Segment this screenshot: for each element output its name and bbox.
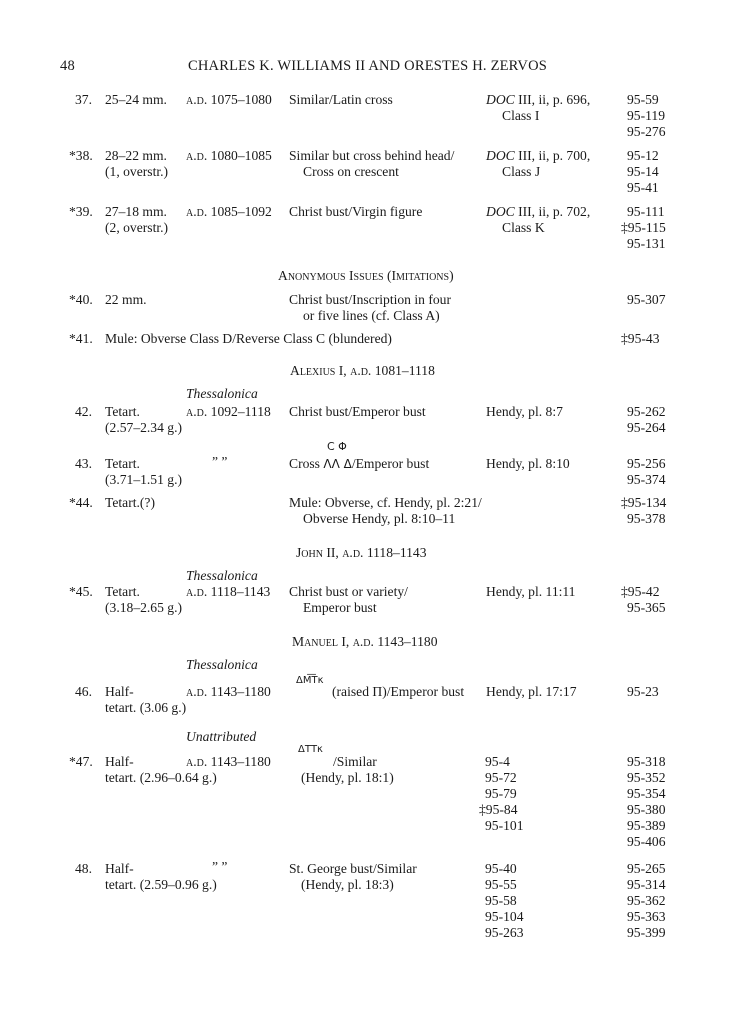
- inventory-number: 95-307: [627, 292, 666, 307]
- entry-number: 43.: [75, 456, 92, 471]
- inventory-number: 95-40: [485, 861, 517, 876]
- era-label: a.d.: [186, 148, 208, 163]
- inventory-number: ‡95-42: [621, 584, 660, 599]
- entry-size: 27–18 mm.: [105, 204, 167, 219]
- section-heading-john: John II, a.d. 1118–1143: [296, 545, 427, 560]
- entry-number: 42.: [75, 404, 92, 419]
- entry-date: 1075–1080: [210, 92, 272, 107]
- entry-description: Similar but cross behind head/: [289, 148, 455, 163]
- inventory-number: ‡95-43: [621, 331, 660, 346]
- entry-size: 25–24 mm.: [105, 92, 167, 107]
- inventory-number: 95-365: [627, 600, 666, 615]
- entry-size: 28–22 mm.: [105, 148, 167, 163]
- inventory-number: 95-262: [627, 404, 666, 419]
- era-label: a.d.: [186, 92, 208, 107]
- entry-description: Cross: [289, 456, 324, 471]
- entry-description-cont: Emperor bust: [303, 600, 377, 615]
- entry-description: (raised Π)/Emperor bust: [332, 684, 465, 699]
- entry-denomination: Tetart.: [105, 456, 140, 471]
- cross-symbols: ΛΛ Δ: [323, 457, 352, 471]
- inventory-number: 95-352: [627, 770, 666, 785]
- entry-description: Similar/Latin cross: [289, 92, 393, 107]
- inventory-number: 95-119: [627, 108, 666, 123]
- inventory-number: 95-374: [627, 472, 666, 487]
- doc-ref: DOC: [486, 92, 515, 107]
- inventory-number: 95-265: [627, 861, 666, 876]
- doc-ref: DOC: [486, 204, 515, 219]
- inventory-number: 95-101: [485, 818, 524, 833]
- running-title: CHARLES K. WILLIAMS II AND ORESTES H. ZERVOS: [188, 58, 548, 74]
- entry-note: (1, overstr.): [105, 164, 169, 179]
- entry-description-cont: Obverse Hendy, pl. 8:10–11: [303, 511, 456, 526]
- section-heading-anonymous: Anonymous Issues (Imitations): [278, 268, 454, 283]
- era-label: a.d.: [186, 754, 208, 769]
- inventory-number: 95-59: [627, 92, 659, 107]
- inventory-number: 95-111: [627, 204, 665, 219]
- doc-class: Class K: [502, 220, 545, 235]
- inventory-number: 95-79: [485, 786, 517, 801]
- inventory-number: 95-354: [627, 786, 666, 801]
- entry-description: Christ bust/Emperor bust: [289, 404, 426, 419]
- entry-date: 1143–1180: [210, 684, 271, 699]
- entry-number: *44.: [69, 495, 93, 510]
- entry-number: 37.: [75, 92, 92, 107]
- era-label: a.d.: [186, 204, 208, 219]
- ditto-marks: ” ”: [212, 859, 228, 874]
- entry-number: *39.: [69, 204, 93, 219]
- cross-field-letters: C Φ: [327, 440, 347, 453]
- mint-label: Thessalonica: [186, 657, 258, 672]
- entry-number: *45.: [69, 584, 93, 599]
- entry-description: Mule: Obverse Class D/Reverse Class C (blundered): [105, 331, 392, 346]
- entry-weight: tetart. (3.06 g.): [105, 700, 187, 715]
- monogram-symbol: ΔΤΤκ: [298, 744, 323, 755]
- entry-description: /Similar: [333, 754, 377, 769]
- entry-weight: (3.18–2.65 g.): [105, 600, 183, 615]
- inventory-number: 95-362: [627, 893, 666, 908]
- hendy-ref: Hendy, pl. 17:17: [486, 684, 577, 699]
- entry-date: 1092–1118: [210, 404, 271, 419]
- entry-weight: tetart. (2.59–0.96 g.): [105, 877, 217, 892]
- inventory-number: 95-72: [485, 770, 517, 785]
- doc-ref-detail: III, ii, p. 700,: [514, 148, 591, 163]
- entry-description-cont: (Hendy, pl. 18:3): [301, 877, 394, 892]
- doc-class: Class J: [502, 164, 541, 179]
- inventory-number: 95-389: [627, 818, 666, 833]
- section-heading-manuel: Manuel I, a.d. 1143–1180: [292, 634, 438, 649]
- inventory-number: 95-41: [627, 180, 659, 195]
- inventory-number: 95-406: [627, 834, 666, 849]
- entry-description: St. George bust/Similar: [289, 861, 417, 876]
- era-label: a.d.: [186, 404, 208, 419]
- entry-size: 22 mm.: [105, 292, 147, 307]
- entry-denomination: Tetart.: [105, 584, 140, 599]
- inventory-number: 95-55: [485, 877, 517, 892]
- entry-weight: (2.57–2.34 g.): [105, 420, 183, 435]
- doc-class: Class I: [502, 108, 540, 123]
- inventory-number: 95-399: [627, 925, 666, 940]
- entry-description-cont: /Emperor bust: [351, 456, 430, 471]
- entry-number: 48.: [75, 861, 92, 876]
- inventory-number: 95-14: [627, 164, 659, 179]
- entry-weight: (3.71–1.51 g.): [105, 472, 183, 487]
- monogram-symbol: ΔΜ͞Τκ: [296, 675, 324, 686]
- inventory-number: 95-378: [627, 511, 666, 526]
- entry-description: Mule: Obverse, cf. Hendy, pl. 2:21/: [289, 495, 482, 510]
- inventory-number: 95-276: [627, 124, 666, 139]
- entry-denomination: Tetart.(?): [105, 495, 155, 510]
- mint-label-unattributed: Unattributed: [186, 729, 257, 744]
- entry-note: (2, overstr.): [105, 220, 169, 235]
- inventory-number: ‡95-134: [621, 495, 667, 510]
- hendy-ref: Hendy, pl. 8:10: [486, 456, 570, 471]
- hendy-ref: Hendy, pl. 8:7: [486, 404, 563, 419]
- hendy-ref: Hendy, pl. 11:11: [486, 584, 576, 599]
- ditto-marks: ” ”: [212, 454, 228, 469]
- entry-number: 46.: [75, 684, 92, 699]
- entry-description-cont: Cross on crescent: [303, 164, 399, 179]
- entry-description: Christ bust/Inscription in four: [289, 292, 451, 307]
- era-label: a.d.: [186, 584, 208, 599]
- entry-number: *41.: [69, 331, 93, 346]
- inventory-number: 95-263: [485, 925, 524, 940]
- entry-date: 1143–1180: [210, 754, 271, 769]
- entry-description: Christ bust or variety/: [289, 584, 408, 599]
- section-heading-alexius: Alexius I, a.d. 1081–1118: [290, 363, 435, 378]
- inventory-number: ‡95-115: [621, 220, 666, 235]
- entry-weight: tetart. (2.96–0.64 g.): [105, 770, 217, 785]
- inventory-number: 95-12: [627, 148, 659, 163]
- inventory-number: 95-256: [627, 456, 666, 471]
- inventory-number: 95-58: [485, 893, 517, 908]
- entry-denomination: Half-: [105, 684, 134, 699]
- entry-denomination: Tetart.: [105, 404, 140, 419]
- entry-number: *47.: [69, 754, 93, 769]
- inventory-number: 95-264: [627, 420, 666, 435]
- entry-description-cont: or five lines (cf. Class A): [303, 308, 440, 323]
- inventory-number: 95-380: [627, 802, 666, 817]
- inventory-number: 95-23: [627, 684, 659, 699]
- doc-ref: DOC: [486, 148, 515, 163]
- page-number: 48: [60, 58, 75, 74]
- doc-ref-detail: III, ii, p. 696,: [514, 92, 591, 107]
- inventory-number: 95-4: [485, 754, 510, 769]
- era-label: a.d.: [186, 684, 208, 699]
- inventory-number: ‡95-84: [479, 802, 518, 817]
- entry-date: 1118–1143: [210, 584, 271, 599]
- mint-label: Thessalonica: [186, 386, 258, 401]
- entry-description-cont: (Hendy, pl. 18:1): [301, 770, 394, 785]
- inventory-number: 95-131: [627, 236, 666, 251]
- inventory-number: 95-314: [627, 877, 666, 892]
- entry-description: Christ bust/Virgin figure: [289, 204, 423, 219]
- entry-denomination: Half-: [105, 861, 134, 876]
- doc-ref-detail: III, ii, p. 702,: [514, 204, 591, 219]
- entry-date: 1080–1085: [210, 148, 272, 163]
- inventory-number: 95-104: [485, 909, 524, 924]
- entry-denomination: Half-: [105, 754, 134, 769]
- inventory-number: 95-363: [627, 909, 666, 924]
- entry-number: *40.: [69, 292, 93, 307]
- entry-date: 1085–1092: [210, 204, 272, 219]
- entry-number: *38.: [69, 148, 93, 163]
- inventory-number: 95-318: [627, 754, 666, 769]
- mint-label: Thessalonica: [186, 568, 258, 583]
